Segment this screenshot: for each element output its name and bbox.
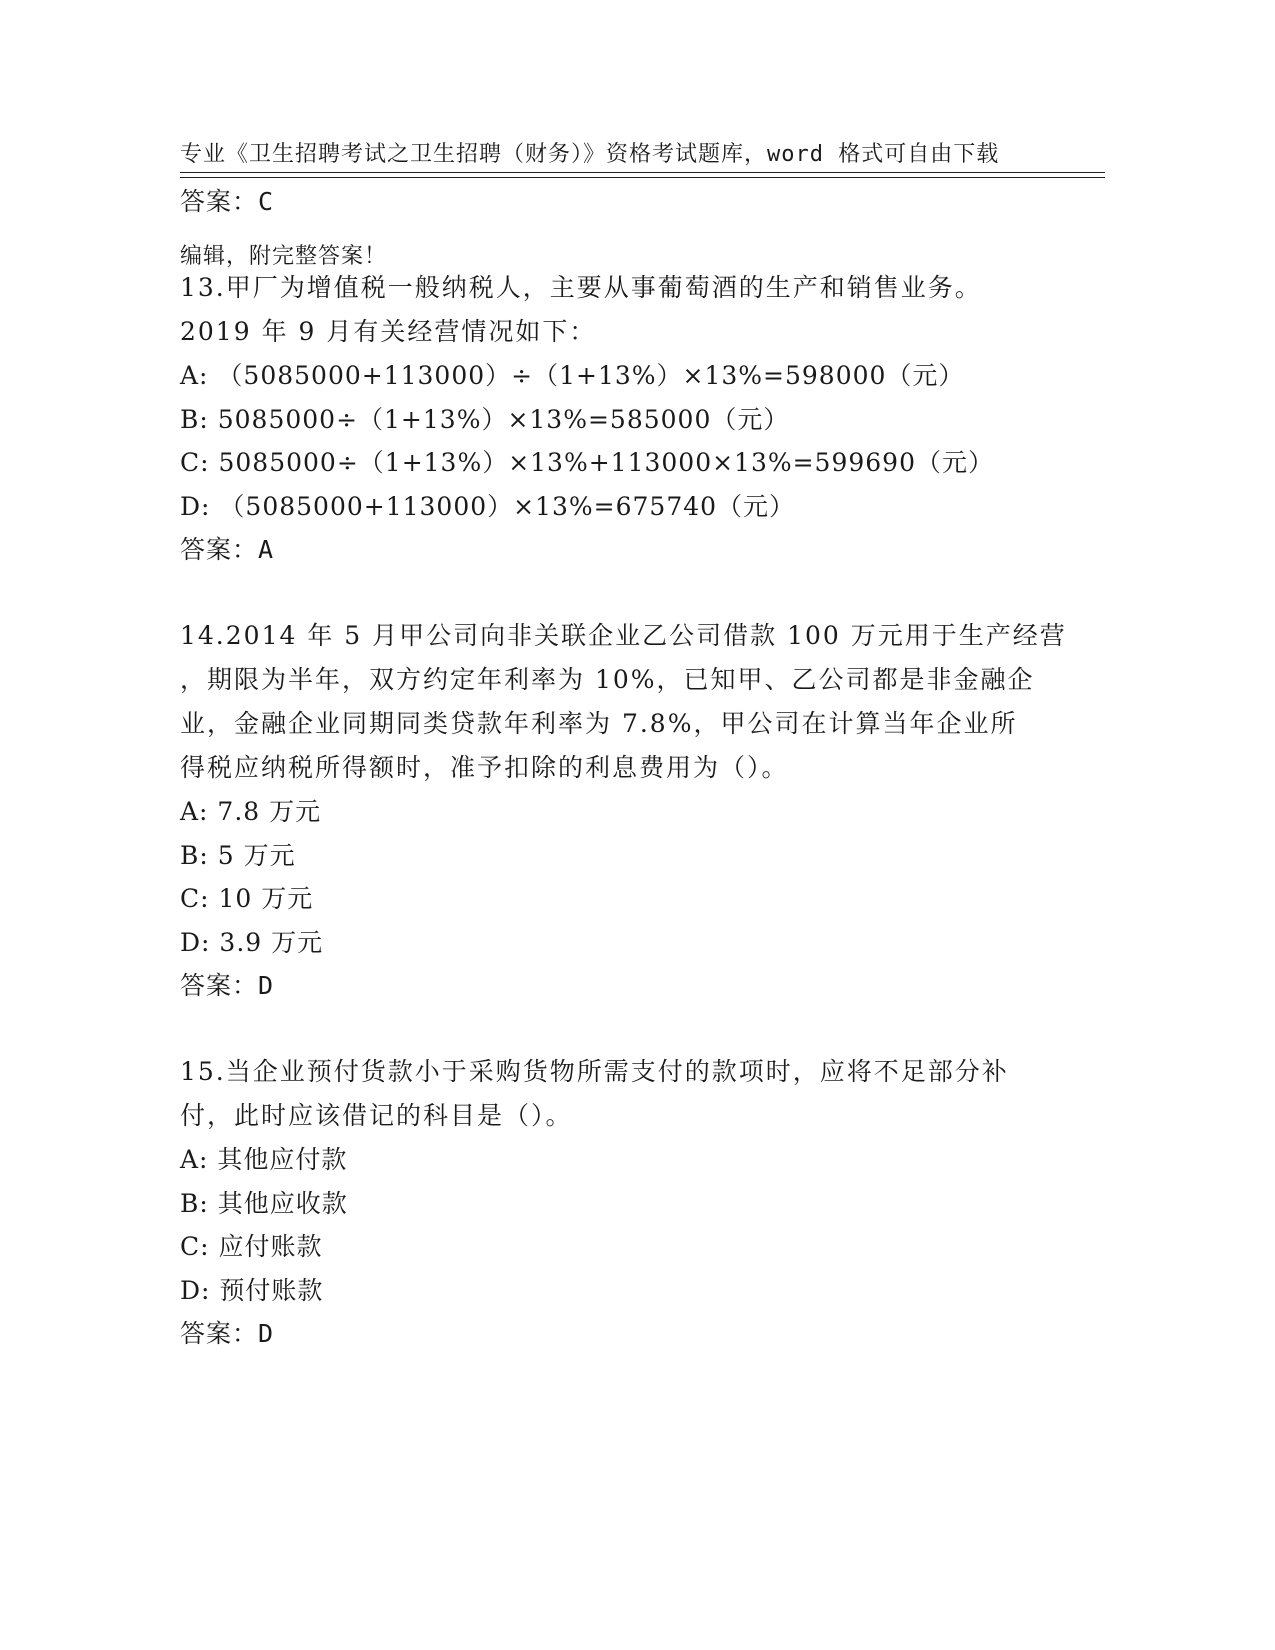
answer-line [180,1312,1080,1356]
option-a: A: （5085000+113000）÷（1+13%）×13%=598000（元） [180,361,965,390]
option-a: A: 7.8 万元 [180,797,322,826]
answer-value: C [258,187,275,216]
question-text: 得税应纳税所得额时，准予扣除的利息费用为（）。 [180,753,789,782]
answer-value: A [258,535,275,564]
option-b: B: 其他应收款 [180,1188,348,1218]
answer-line [180,964,1080,1008]
header-line-1: 专业《卫生招聘考试之卫生招聘（财务）》资格考试题库，word 格式可自由下载 [180,142,1000,167]
option-c: C: 应付账款 [180,1232,323,1261]
answer-prefix: 答案： [180,535,259,564]
answer-value: D [258,971,275,1000]
option-a: A: 其他应付款 [180,1145,348,1174]
question-text: 2019 年 9 月有关经营情况如下： [180,317,597,346]
answer-prefix: 答案： [180,1319,259,1348]
spacer [180,224,1080,266]
header-rule-bottom [180,177,1105,178]
question-text: 业，金融企业同期同类贷款年利率为 7.8%，甲公司在计算当年企业所 [180,709,1018,738]
option-d: D: （5085000+113000）×13%=675740（元） [180,491,796,521]
question-text: ，期限为半年，双方约定年利率为 10%，已知甲、乙公司都是非金融企 [180,665,1035,694]
question-text: 15.当企业预付货款小于采购货物所需支付的款项时，应将不足部分补 [180,1057,1009,1086]
answer-line [180,528,1080,572]
answer-value: D [258,1319,275,1348]
question-block [180,266,1080,572]
option-b: B: 5 万元 [180,840,296,870]
answer-prefix: 答案： [180,187,259,216]
question-text: 13.甲厂为增值税一般纳税人，主要从事葡萄酒的生产和销售业务。 [180,273,982,302]
question-block [180,1050,1080,1356]
question-list [180,180,1080,1356]
spacer [180,572,1080,614]
option-c: C: 5085000÷（1+13%）×13%+113000×13%=599690（元） [180,448,994,477]
question-block [180,614,1080,1008]
question-text: 14.2014 年 5 月甲公司向非关联企业乙公司借款 100 万元用于生产经营 [180,621,1067,650]
answer-prefix: 答案： [180,971,259,1000]
option-b: B: 5085000÷（1+13%）×13%=585000（元） [180,404,790,434]
answer-line [180,180,1080,224]
header-rule-top [180,172,1105,173]
option-c: C: 10 万元 [180,884,314,913]
option-d: D: 预付账款 [180,1275,324,1305]
option-d: D: 3.9 万元 [180,927,324,957]
header-line-2: 编辑，附完整答案！ [180,244,388,269]
spacer [180,1008,1080,1050]
question-text: 付，此时应该借记的科目是（）。 [180,1101,573,1130]
